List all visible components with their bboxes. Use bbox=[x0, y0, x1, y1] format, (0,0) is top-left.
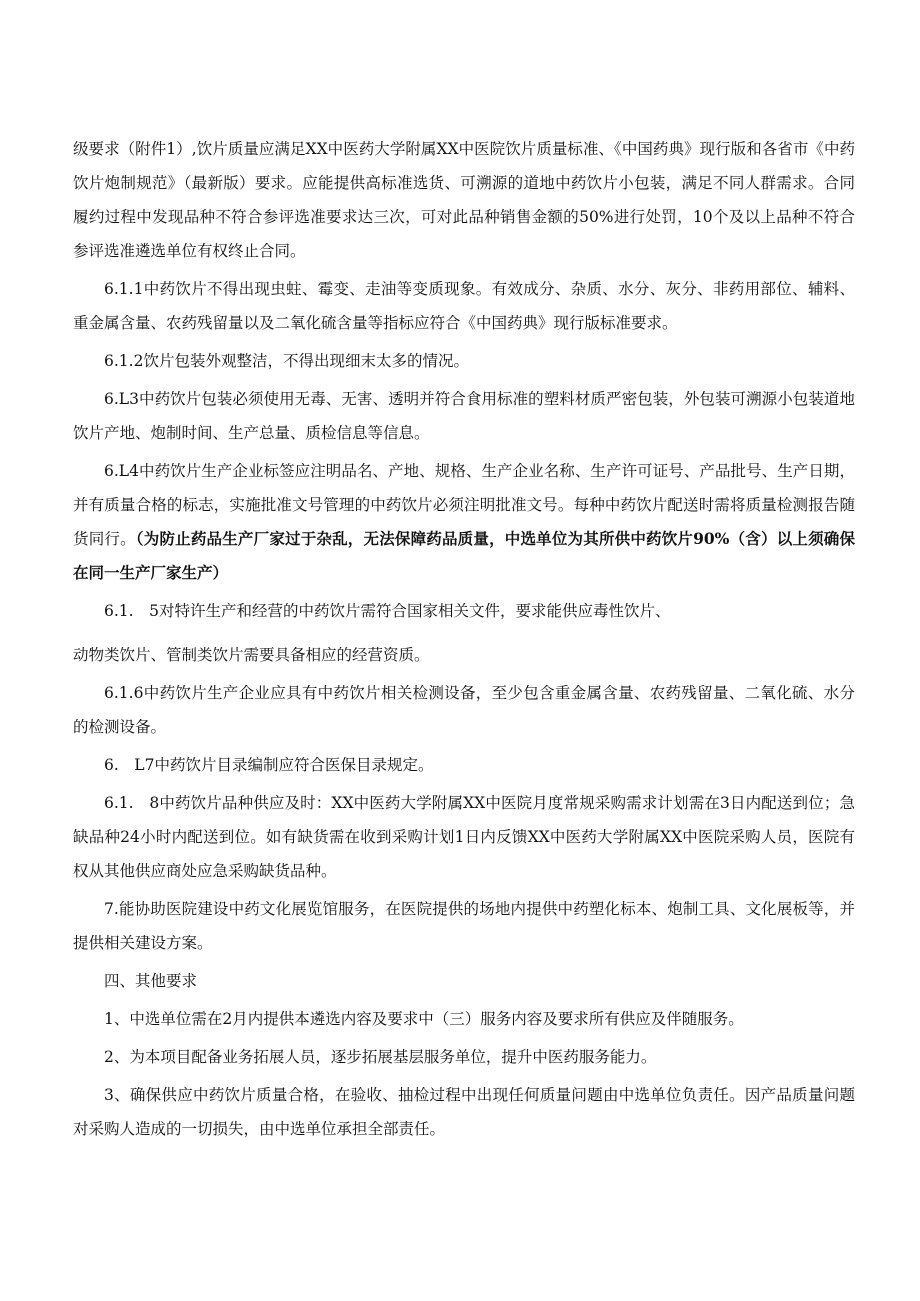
paragraph-6-1-5: 6.1. 5对特许生产和经营的中药饮片需符合国家相关文件，要求能供应毒性饮片、 bbox=[104, 602, 671, 620]
paragraph-other-2: 2、为本项目配备业务拓展人员，逐步拓展基层服务单位，提升中医药服务能力。 bbox=[104, 1048, 657, 1066]
paragraph-other-1: 1、中选单位需在2月内提供本遴选内容及要求中（三）服务内容及要求所有供应及伴随服务。 bbox=[104, 1010, 744, 1028]
section-heading-other-requirements: 四、其他要求 bbox=[104, 972, 198, 990]
paragraph-6-1-5-continued: 动物类饮片、管制类饮片需要具备相应的经营资质。 bbox=[73, 646, 430, 664]
paragraph-6-1-2: 6.1.2饮片包装外观整洁，不得出现细末太多的情况。 bbox=[104, 352, 469, 370]
paragraph-6-1-6: 6.1.6中药饮片生产企业应具有中药饮片相关检测设备，至少包含重金属含量、农药残留量、二氧化硫、水分的检测设备。 bbox=[73, 684, 855, 736]
paragraph-6-1-1: 6.1.1中药饮片不得出现虫蛀、霉变、走油等变质现象。有效成分、杂质、水分、灰分、非药用部位、辅料、重金属含量、农药残留量以及二氧化硫含量等指标应符合《中国药典》现行版标准要求。 bbox=[73, 280, 855, 332]
paragraph-quality-requirements: 级要求（附件1）,饮片质量应满足XX中医药大学附属XX中医院饮片质量标准、《中国药典》现行版和各省市《中药饮片炮制规范》（最新版）要求。应能提供高标准选货、可溯源的道地中药饮片小包装，满足不同人群需求。合同履约过程中发现品种不符合参评选准要求达三次，可对此品种销售金额的50%进行处罚，10个及以上品种不符合参评选准遴选单位有权终止合同。 bbox=[73, 140, 855, 260]
paragraph-other-3: 3、确保供应中药饮片质量合格，在验收、抽检过程中出现任何质量问题由中选单位负责任。因产品质量问题对采购人造成的一切损失，由中选单位承担全部责任。 bbox=[73, 1086, 855, 1138]
paragraph-6-1-3: 6.L3中药饮片包装必须使用无毒、无害、透明并符合食用标准的塑料材质严密包装，外包装可溯源小包装道地饮片产地、炮制时间、生产总量、质检信息等信息。 bbox=[73, 390, 855, 442]
paragraph-6-1-8: 6.1. 8中药饮片品种供应及时：XX中医药大学附属XX中医院月度常规采购需求计划需在3日内配送到位；急缺品种24小时内配送到位。如有缺货需在收到采购计划1日内反馈XX中医药大学附属XX中医院采购人员，医院有权从其他供应商处应急采购缺货品种。 bbox=[73, 794, 855, 880]
paragraph-7: 7.能协助医院建设中药文化展览馆服务，在医院提供的场地内提供中药塑化标本、炮制工具、文化展板等，并提供相关建设方案。 bbox=[73, 900, 855, 952]
paragraph-6-1-7: 6. L7中药饮片目录编制应符合医保目录规定。 bbox=[104, 756, 434, 774]
paragraph-6-1-4 bbox=[73, 454, 855, 590]
paragraph-6-1-4-text: 6.L4中药饮片生产企业标签应注明品名、产地、规格、生产企业名称、生产许可证号、产品批号、生产日期，并有质量合格的标志，实施批准文号管理的中药饮片必须注明批准文号。每种中药饮片配送时需将质量检测报告随货同行。 bbox=[73, 462, 855, 548]
paragraph-6-1-4-bold-note: （为防止药品生产厂家过于杂乱，无法保障药品质量，中选单位为其所供中药饮片90%（含）以上须确保在同一生产厂家生产） bbox=[73, 529, 855, 582]
document-body bbox=[73, 132, 855, 1150]
